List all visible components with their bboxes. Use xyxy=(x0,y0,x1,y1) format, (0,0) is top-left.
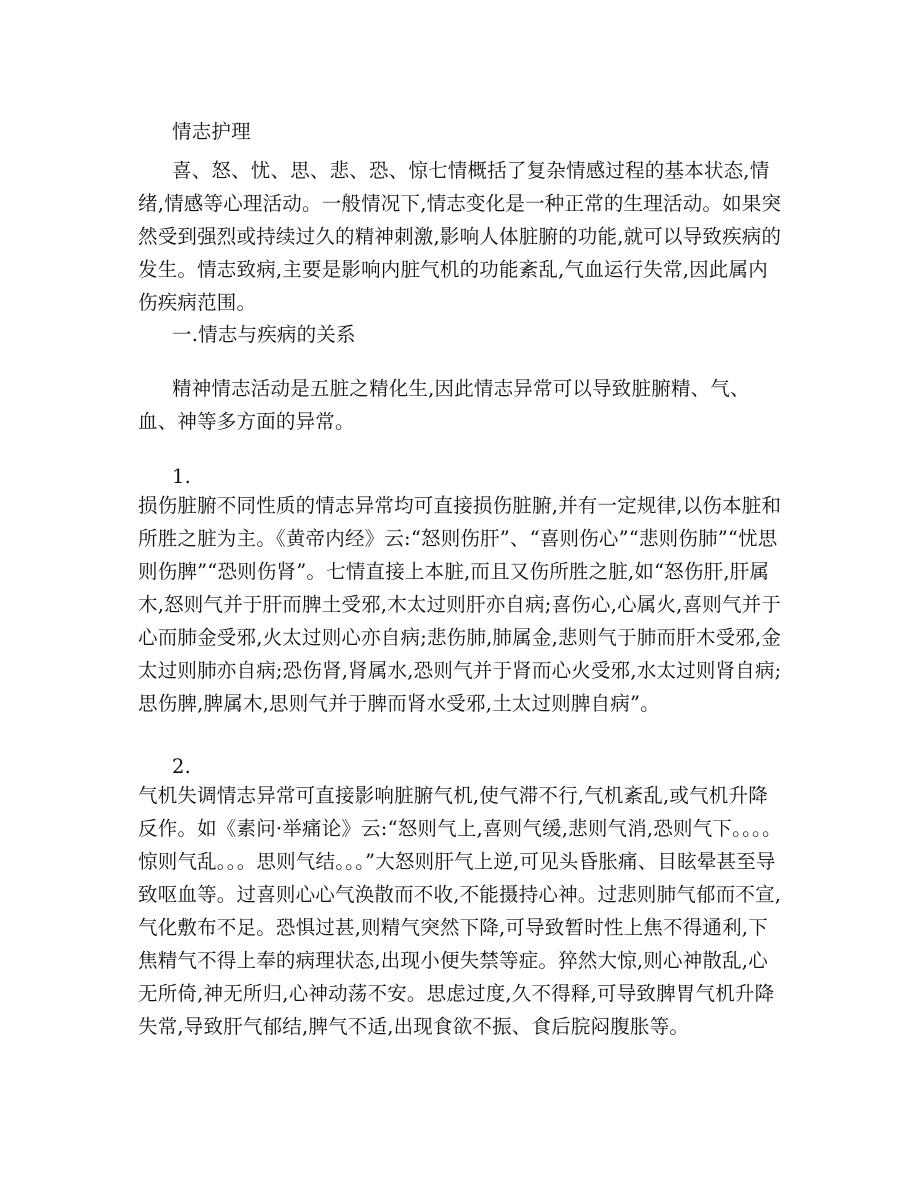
document-title: 情志护理 xyxy=(172,120,251,143)
item-paragraph-1: 损伤脏腑不同性质的情志异常均可直接损伤脏腑,并有一定规律,以伤本脏和所胜之脏为主。《黄帝内经》云:“怒则伤肝”、“喜则伤心”“悲则伤肺”“忧思则伤脾”“恐则伤肾”。七情直接上本脏,而且又伤所胜之脏,如“怒伤肝,肝属木,怒则气并于肝而脾土受邪,木太过则肝亦自病;喜伤心,心属火,喜则气并于心而肺金受邪,火太过则心亦自病;悲伤肺,肺属金,悲则气于肺而肝木受邪,金太过则肺亦自病;恐伤肾,肾属水,恐则气并于肾而心火受邪,水太过则肾自病;思伤脾,脾属木,思则气并于脾而肾水受邪,土太过则脾自病”。 xyxy=(138,494,782,715)
section-heading: 一.情志与疾病的关系 xyxy=(172,323,356,346)
item-number-1: 1. xyxy=(172,465,192,488)
intro-paragraph: 喜、怒、忧、思、悲、恐、惊七情概括了复杂情感过程的基本状态,情绪,情感等心理活动。一般情况下,情志变化是一种正常的生理活动。如果突然受到强烈或持续过久的精神刺激,影响人体脏腑的功能,就可以导致疾病的发生。情志致病,主要是影响内脏气机的功能紊乱,气血运行失常,因此属内伤疾病范围。 xyxy=(138,159,782,314)
item-number-2: 2. xyxy=(172,755,192,778)
item-paragraph-2: 气机失调情志异常可直接影响脏腑气机,使气滞不行,气机紊乱,或气机升降反作。如《素问·举痛论》云:“怒则气上,喜则气缓,悲则气消,恐则气下。。。。惊则气乱。。。思则气结。。。”大怒则肝气上逆,可见头昏胀痛、目眩晕甚至导致呕血等。过喜则心心气涣散而不收,不能摄持心神。过悲则肺气郁而不宣,气化敷布不足。恐惧过甚,则精气突然下降,可导致暂时性上焦不得通利,下焦精气不得上奉的病理状态,出现小便失禁等症。猝然大惊,则心神散乱,心无所倚,神无所归,心神动荡不安。思虑过度,久不得释,可导致脾胃气机升降失常,导致肝气郁结,脾气不适,出现食欲不振、食后脘闷腹胀等。 xyxy=(138,784,782,1038)
section-intro-paragraph: 精神情志活动是五脏之精化生,因此情志异常可以导致脏腑精、气、血、神等多方面的异常。 xyxy=(138,377,750,433)
